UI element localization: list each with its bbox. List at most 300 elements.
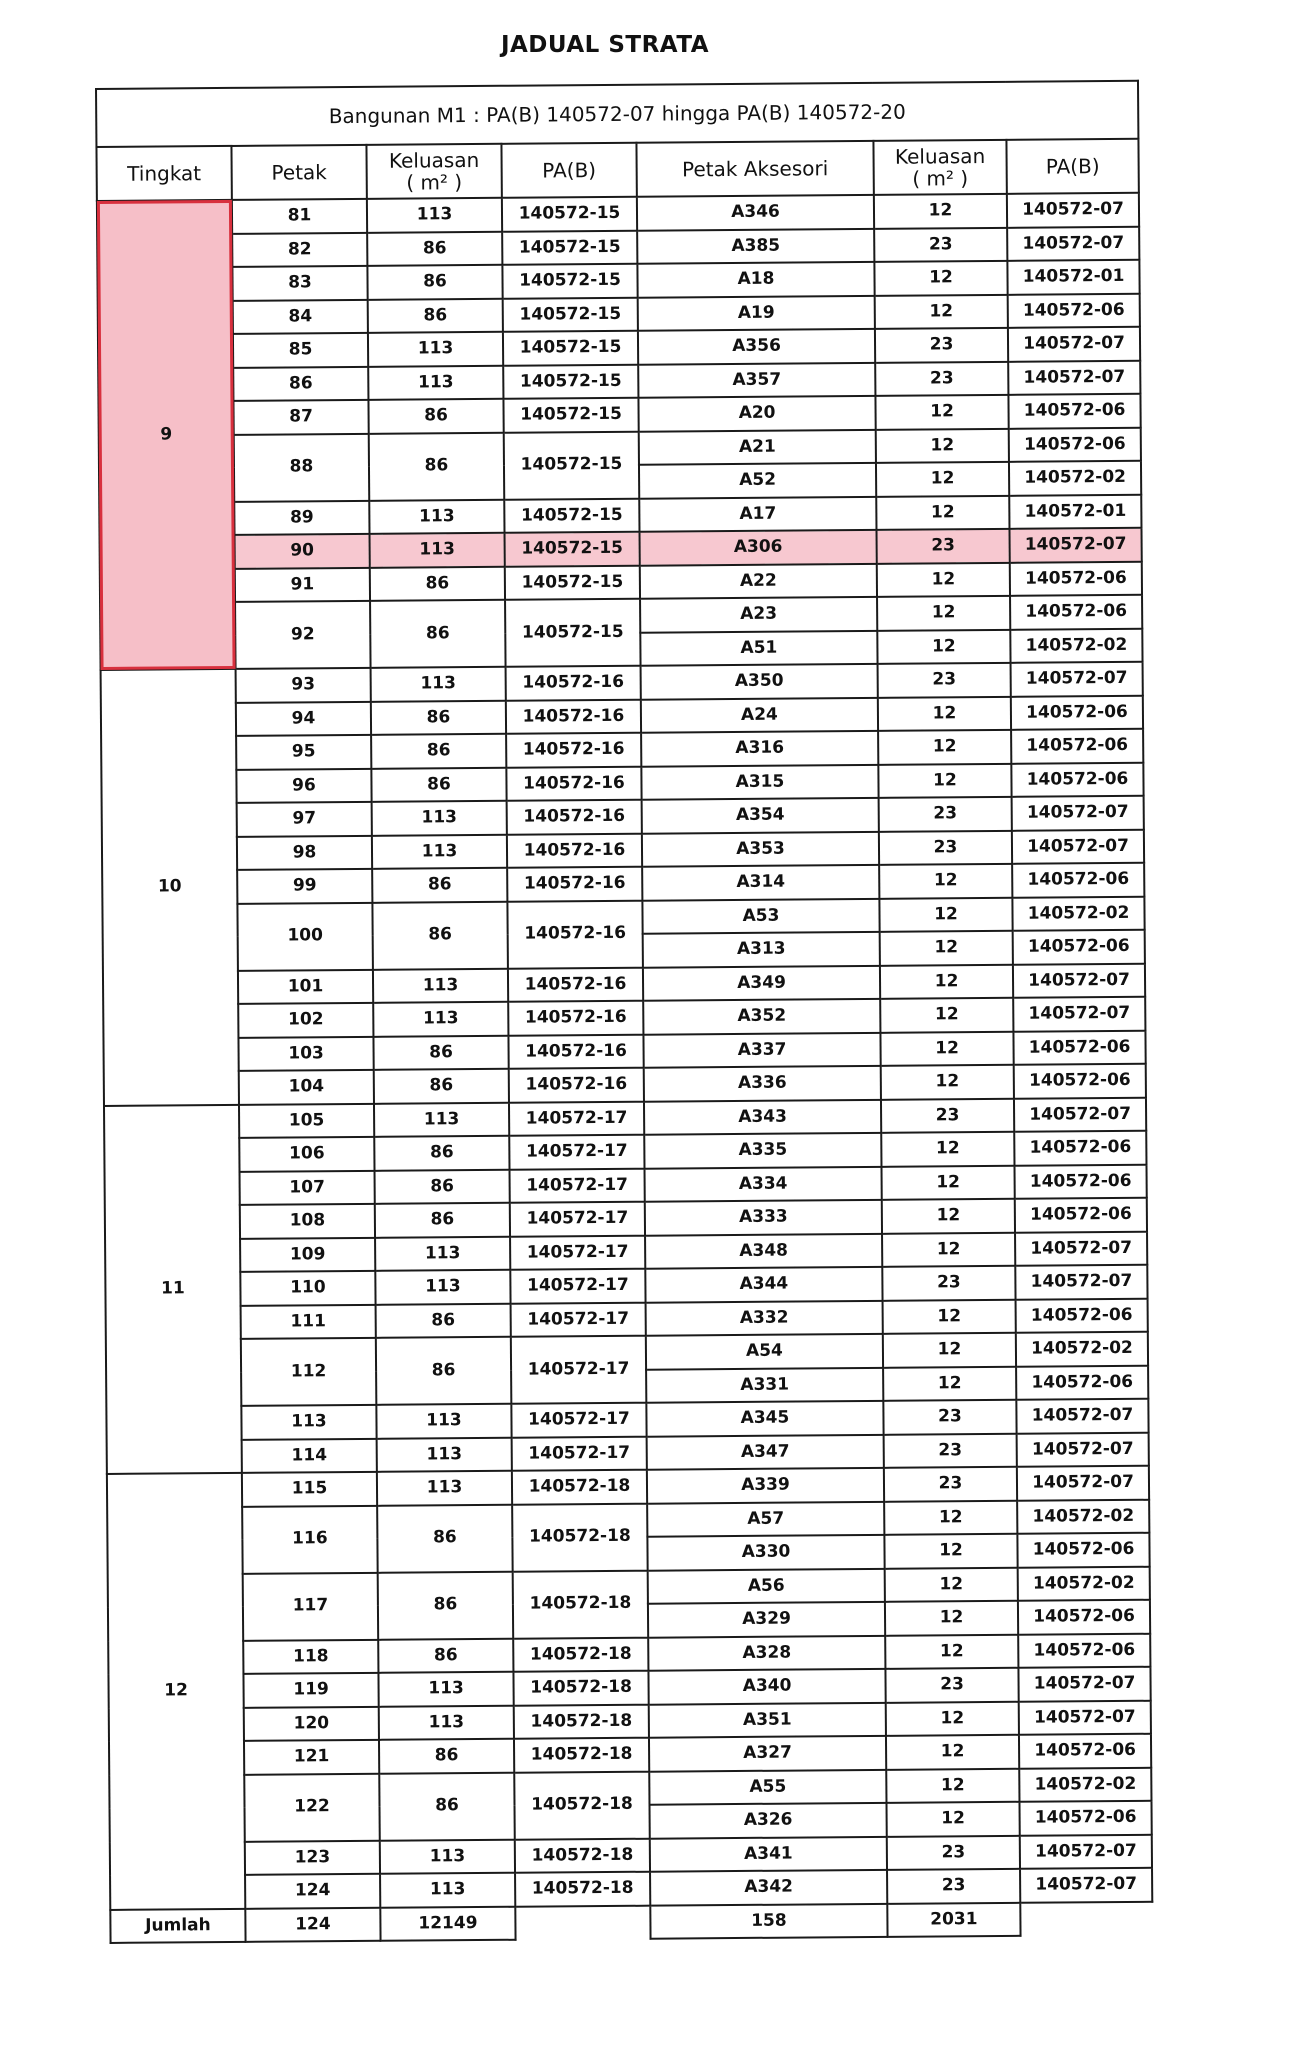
pab-cell: 140572-16 [508, 967, 643, 1002]
aksesori-pab-cell: 140572-06 [1010, 561, 1142, 596]
aksesori-pab-cell: 140572-07 [1018, 1667, 1150, 1702]
petak-cell: 121 [244, 1740, 379, 1775]
aksesori-pab-cell: 140572-07 [1014, 1097, 1146, 1132]
keluasan-cell: 113 [378, 1672, 513, 1707]
aksesori-cell: A385 [637, 228, 874, 263]
keluasan-cell: 86 [369, 432, 505, 500]
aksesori-luas-cell: 12 [874, 194, 1007, 229]
pab-cell: 140572-16 [507, 800, 642, 835]
totals-label: Jumlah [110, 1908, 245, 1943]
aksesori-pab-cell: 140572-06 [1012, 863, 1144, 898]
aksesori-luas-cell: 12 [877, 596, 1010, 631]
aksesori-luas-cell: 12 [885, 1634, 1018, 1669]
aksesori-pab-cell: 140572-06 [1008, 293, 1140, 328]
aksesori-luas-cell: 23 [885, 1668, 1018, 1703]
aksesori-luas-cell: 12 [878, 730, 1011, 765]
keluasan-cell: 86 [371, 767, 506, 802]
aksesori-pab-cell: 140572-02 [1017, 1499, 1149, 1534]
aksesori-luas-cell: 23 [879, 797, 1012, 832]
aksesori-cell: A331 [646, 1367, 883, 1402]
pab-cell: 140572-17 [509, 1135, 644, 1170]
strata-body [97, 193, 1152, 1910]
keluasan-cell: 113 [375, 1270, 510, 1305]
aksesori-luas-cell: 12 [882, 1199, 1015, 1234]
petak-cell: 101 [238, 969, 373, 1004]
aksesori-cell: A352 [643, 999, 880, 1034]
petak-cell: 92 [235, 601, 371, 669]
keluasan-cell: 113 [372, 834, 507, 869]
aksesori-cell: A17 [639, 496, 876, 531]
pab-cell: 140572-18 [514, 1738, 649, 1773]
aksesori-luas-cell: 12 [876, 495, 1009, 530]
aksesori-cell: A356 [638, 329, 875, 364]
keluasan-cell: 86 [367, 231, 502, 266]
petak-cell: 110 [240, 1271, 375, 1306]
aksesori-luas-cell: 12 [883, 1366, 1016, 1401]
aksesori-cell: A351 [649, 1702, 886, 1737]
petak-cell: 89 [234, 500, 369, 535]
aksesori-cell: A345 [646, 1401, 883, 1436]
aksesori-luas-cell: 12 [884, 1500, 1017, 1535]
petak-cell: 119 [243, 1673, 378, 1708]
petak-cell: 96 [236, 768, 371, 803]
aksesori-luas-cell: 23 [875, 361, 1008, 396]
totals-luas: 12149 [380, 1906, 515, 1941]
pab-cell: 140572-16 [506, 733, 641, 768]
aksesori-cell: A332 [646, 1300, 883, 1335]
aksesori-luas-cell: 23 [884, 1467, 1017, 1502]
petak-cell: 111 [241, 1304, 376, 1339]
aksesori-luas-cell: 23 [874, 227, 1007, 262]
aksesori-pab-cell: 140572-07 [1019, 1700, 1151, 1735]
aksesori-luas-cell: 12 [874, 261, 1007, 296]
aksesori-pab-cell: 140572-06 [1011, 695, 1143, 730]
totals-petak: 124 [245, 1907, 380, 1942]
petak-cell: 99 [237, 869, 372, 904]
aksesori-cell: A334 [645, 1166, 882, 1201]
aksesori-pab-cell: 140572-07 [1012, 829, 1144, 864]
pab-cell: 140572-16 [507, 833, 642, 868]
aksesori-pab-cell: 140572-06 [1009, 427, 1141, 462]
aksesori-luas-cell: 23 [884, 1433, 1017, 1468]
petak-cell: 87 [233, 400, 368, 435]
petak-cell: 120 [244, 1706, 379, 1741]
aksesori-cell: A354 [642, 798, 879, 833]
keluasan-cell: 113 [373, 1002, 508, 1037]
aksesori-luas-cell: 12 [883, 1333, 1016, 1368]
aksesori-cell: A333 [645, 1200, 882, 1235]
aksesori-pab-cell: 140572-07 [1009, 528, 1141, 563]
aksesori-cell: A306 [640, 530, 877, 565]
aksesori-luas-cell: 12 [881, 1065, 1014, 1100]
aksesori-luas-cell: 12 [876, 428, 1009, 463]
aksesori-pab-cell: 140572-07 [1008, 360, 1140, 395]
aksesori-luas-cell: 12 [880, 931, 1013, 966]
pab-cell: 140572-15 [503, 331, 638, 366]
aksesori-cell: A339 [647, 1468, 884, 1503]
keluasan-cell: 86 [372, 868, 507, 903]
header-keluasan2-unit: ( m² ) [912, 166, 969, 191]
aksesori-cell: A19 [638, 295, 875, 330]
aksesori-luas-cell: 23 [881, 1098, 1014, 1133]
pab-cell: 140572-18 [512, 1503, 648, 1571]
header-keluasan [366, 144, 501, 199]
pab-cell: 140572-16 [506, 666, 641, 701]
aksesori-cell: A348 [645, 1233, 882, 1268]
aksesori-pab-cell: 140572-02 [1019, 1767, 1151, 1802]
petak-cell: 122 [244, 1773, 380, 1841]
pab-cell: 140572-17 [511, 1403, 646, 1438]
petak-cell: 98 [237, 835, 372, 870]
keluasan-cell: 113 [371, 667, 506, 702]
keluasan-cell: 86 [379, 1772, 515, 1840]
aksesori-cell: A57 [647, 1501, 884, 1536]
totals-blank-2 [1020, 1901, 1152, 1936]
petak-cell: 103 [238, 1036, 373, 1071]
pab-cell: 140572-17 [510, 1202, 645, 1237]
petak-cell: 95 [236, 735, 371, 770]
petak-cell: 82 [232, 232, 367, 267]
petak-cell: 123 [245, 1840, 380, 1875]
aksesori-luas-cell: 12 [880, 1031, 1013, 1066]
aksesori-pab-cell: 140572-02 [1012, 896, 1144, 931]
petak-cell: 86 [233, 366, 368, 401]
aksesori-cell: A344 [645, 1267, 882, 1302]
pab-cell: 140572-15 [504, 498, 639, 533]
petak-cell: 115 [242, 1472, 377, 1507]
keluasan-cell: 113 [372, 801, 507, 836]
aksesori-pab-cell: 140572-06 [1018, 1600, 1150, 1635]
document-title: JADUAL STRATA [500, 32, 710, 58]
pab-cell: 140572-17 [511, 1302, 646, 1337]
aksesori-pab-cell: 140572-06 [1014, 1064, 1146, 1099]
keluasan-cell: 86 [376, 1303, 511, 1338]
petak-cell: 97 [237, 802, 372, 837]
aksesori-pab-cell: 140572-07 [1012, 796, 1144, 831]
aksesori-pab-cell: 140572-07 [1016, 1399, 1148, 1434]
header-pab-aksesori: PA(B) [1006, 139, 1139, 194]
aksesori-pab-cell: 140572-06 [1010, 595, 1142, 630]
aksesori-cell: A20 [638, 396, 875, 431]
keluasan-cell: 113 [373, 968, 508, 1003]
keluasan-cell: 86 [376, 1337, 512, 1405]
aksesori-luas-cell: 12 [886, 1768, 1019, 1803]
header-aksesori: Petak Aksesori [636, 141, 873, 197]
aksesori-luas-cell: 12 [878, 696, 1011, 731]
pab-cell: 140572-15 [503, 398, 638, 433]
aksesori-cell: A328 [648, 1635, 885, 1670]
aksesori-pab-cell: 140572-06 [1016, 1365, 1148, 1400]
aksesori-pab-cell: 140572-07 [1015, 1231, 1147, 1266]
aksesori-cell: A350 [641, 664, 878, 699]
pab-cell: 140572-15 [505, 532, 640, 567]
header-keluasan-unit: ( m² ) [406, 170, 463, 195]
aksesori-pab-cell: 140572-06 [1019, 1734, 1151, 1769]
aksesori-cell: A349 [643, 965, 880, 1000]
aksesori-cell: A340 [648, 1669, 885, 1704]
aksesori-luas-cell: 12 [884, 1534, 1017, 1569]
aksesori-pab-cell: 140572-06 [1019, 1801, 1151, 1836]
aksesori-pab-cell: 140572-06 [1018, 1633, 1150, 1668]
petak-cell: 124 [245, 1874, 380, 1909]
pab-cell: 140572-15 [502, 197, 637, 232]
pab-cell: 140572-15 [503, 297, 638, 332]
aksesori-luas-cell: 23 [882, 1266, 1015, 1301]
petak-cell: 109 [240, 1237, 375, 1272]
aksesori-luas-cell: 23 [887, 1835, 1020, 1870]
aksesori-pab-cell: 140572-07 [1020, 1868, 1152, 1903]
header-keluasan-aksesori [873, 140, 1006, 195]
aksesori-luas-cell: 12 [886, 1701, 1019, 1736]
keluasan-cell: 113 [370, 533, 505, 568]
petak-cell: 113 [241, 1405, 376, 1440]
aksesori-cell: A22 [640, 563, 877, 598]
aksesori-luas-cell: 12 [885, 1567, 1018, 1602]
keluasan-cell: 113 [375, 1236, 510, 1271]
aksesori-pab-cell: 140572-07 [1015, 1265, 1147, 1300]
aksesori-luas-cell: 12 [882, 1232, 1015, 1267]
pab-cell: 140572-18 [512, 1470, 647, 1505]
aksesori-cell: A313 [643, 932, 880, 967]
aksesori-luas-cell: 12 [875, 395, 1008, 430]
pab-cell: 140572-17 [510, 1269, 645, 1304]
aksesori-luas-cell: 12 [879, 864, 1012, 899]
pab-cell: 140572-16 [508, 1034, 643, 1069]
aksesori-luas-cell: 12 [881, 1165, 1014, 1200]
aksesori-cell: A342 [650, 1870, 887, 1905]
keluasan-cell: 113 [380, 1839, 515, 1874]
aksesori-pab-cell: 140572-07 [1013, 963, 1145, 998]
header-keluasan-label: Keluasan [388, 147, 480, 173]
aksesori-luas-cell: 12 [876, 462, 1009, 497]
aksesori-luas-cell: 23 [878, 663, 1011, 698]
pab-cell: 140572-17 [511, 1336, 647, 1404]
aksesori-luas-cell: 12 [880, 964, 1013, 999]
petak-cell: 114 [242, 1438, 377, 1473]
table-caption: Bangunan M1 : PA(B) 140572-07 hingga PA(B) 140572-20 [96, 81, 1139, 147]
aksesori-luas-cell: 12 [881, 1132, 1014, 1167]
petak-cell: 102 [238, 1003, 373, 1038]
aksesori-pab-cell: 140572-07 [1020, 1834, 1152, 1869]
pab-cell: 140572-17 [512, 1436, 647, 1471]
pab-cell: 140572-15 [505, 599, 641, 667]
aksesori-pab-cell: 140572-06 [1014, 1164, 1146, 1199]
aksesori-pab-cell: 140572-07 [1017, 1432, 1149, 1467]
pab-cell: 140572-18 [515, 1872, 650, 1907]
keluasan-cell: 86 [370, 600, 506, 668]
aksesori-cell: A53 [642, 898, 879, 933]
totals-row [110, 1901, 1152, 1943]
aksesori-pab-cell: 140572-06 [1011, 762, 1143, 797]
keluasan-cell: 113 [374, 1102, 509, 1137]
aksesori-cell: A336 [644, 1066, 881, 1101]
aksesori-cell: A21 [639, 429, 876, 464]
totals-acc-count: 158 [650, 1903, 887, 1938]
keluasan-cell: 86 [375, 1169, 510, 1204]
keluasan-cell: 86 [379, 1739, 514, 1774]
keluasan-cell: 113 [379, 1705, 514, 1740]
keluasan-cell: 86 [375, 1203, 510, 1238]
petak-cell: 118 [243, 1639, 378, 1674]
pab-cell: 140572-18 [513, 1570, 649, 1638]
aksesori-pab-cell: 140572-01 [1009, 494, 1141, 529]
aksesori-luas-cell: 23 [876, 529, 1009, 564]
level-cell: 9 [97, 200, 236, 670]
aksesori-pab-cell: 140572-06 [1017, 1533, 1149, 1568]
aksesori-cell: A347 [647, 1434, 884, 1469]
petak-cell: 107 [240, 1170, 375, 1205]
keluasan-cell: 86 [371, 700, 506, 735]
petak-cell: 106 [239, 1137, 374, 1172]
aksesori-pab-cell: 140572-06 [1013, 1030, 1145, 1065]
pab-cell: 140572-18 [514, 1771, 650, 1839]
aksesori-cell: A54 [646, 1334, 883, 1369]
petak-cell: 84 [233, 299, 368, 334]
strata-table [95, 80, 1154, 1944]
aksesori-pab-cell: 140572-07 [1013, 997, 1145, 1032]
aksesori-cell: A18 [637, 262, 874, 297]
aksesori-luas-cell: 12 [878, 763, 1011, 798]
keluasan-cell: 86 [368, 399, 503, 434]
aksesori-pab-cell: 140572-06 [1008, 394, 1140, 429]
petak-cell: 112 [241, 1338, 377, 1406]
aksesori-cell: A56 [648, 1568, 885, 1603]
keluasan-cell: 113 [376, 1404, 511, 1439]
petak-cell: 88 [234, 433, 370, 501]
keluasan-cell: 86 [368, 298, 503, 333]
aksesori-pab-cell: 140572-06 [1013, 930, 1145, 965]
aksesori-luas-cell: 12 [886, 1802, 1019, 1837]
aksesori-pab-cell: 140572-07 [1007, 226, 1139, 261]
keluasan-cell: 86 [374, 1136, 509, 1171]
aksesori-cell: A330 [647, 1535, 884, 1570]
petak-cell: 116 [242, 1505, 378, 1573]
aksesori-cell: A327 [649, 1736, 886, 1771]
pab-cell: 140572-17 [509, 1101, 644, 1136]
keluasan-cell: 86 [378, 1571, 514, 1639]
petak-cell: 91 [235, 567, 370, 602]
pab-cell: 140572-18 [515, 1838, 650, 1873]
keluasan-cell: 113 [369, 499, 504, 534]
keluasan-cell: 86 [367, 265, 502, 300]
aksesori-pab-cell: 140572-07 [1011, 662, 1143, 697]
aksesori-cell: A341 [650, 1836, 887, 1871]
petak-cell: 104 [239, 1070, 374, 1105]
petak-cell: 83 [232, 266, 367, 301]
header-pab: PA(B) [501, 143, 636, 198]
keluasan-cell: 113 [368, 365, 503, 400]
aksesori-cell: A346 [637, 195, 874, 230]
aksesori-cell: A51 [640, 630, 877, 665]
aksesori-luas-cell: 23 [887, 1869, 1020, 1904]
pab-cell: 140572-15 [503, 364, 638, 399]
petak-cell: 100 [237, 902, 373, 970]
pab-cell: 140572-15 [504, 431, 640, 499]
aksesori-cell: A316 [641, 731, 878, 766]
keluasan-cell: 113 [377, 1437, 512, 1472]
pab-cell: 140572-17 [510, 1235, 645, 1270]
aksesori-luas-cell: 23 [883, 1400, 1016, 1435]
aksesori-luas-cell: 12 [880, 998, 1013, 1033]
pab-cell: 140572-16 [507, 900, 643, 968]
aksesori-pab-cell: 140572-02 [1018, 1566, 1150, 1601]
header-tingkat: Tingkat [96, 146, 231, 201]
aksesori-pab-cell: 140572-06 [1016, 1298, 1148, 1333]
petak-cell: 108 [240, 1204, 375, 1239]
aksesori-luas-cell: 12 [885, 1601, 1018, 1636]
aksesori-pab-cell: 140572-01 [1007, 260, 1139, 295]
petak-cell: 85 [233, 333, 368, 368]
aksesori-pab-cell: 140572-06 [1015, 1198, 1147, 1233]
aksesori-cell: A326 [649, 1803, 886, 1838]
petak-cell: 81 [232, 199, 367, 234]
level-cell: 12 [107, 1473, 245, 1910]
aksesori-cell: A52 [639, 463, 876, 498]
keluasan-cell: 113 [368, 332, 503, 367]
aksesori-pab-cell: 140572-06 [1014, 1131, 1146, 1166]
aksesori-luas-cell: 23 [875, 328, 1008, 363]
aksesori-cell: A337 [643, 1032, 880, 1067]
aksesori-pab-cell: 140572-02 [1016, 1332, 1148, 1367]
totals-acc-luas: 2031 [887, 1902, 1020, 1937]
petak-cell: 105 [239, 1103, 374, 1138]
keluasan-cell: 86 [372, 901, 508, 969]
pab-cell: 140572-16 [507, 867, 642, 902]
aksesori-cell: A329 [648, 1602, 885, 1637]
aksesori-cell: A23 [640, 597, 877, 632]
totals-blank [515, 1905, 650, 1940]
aksesori-pab-cell: 140572-07 [1017, 1466, 1149, 1501]
level-cell: 10 [101, 669, 239, 1106]
pab-cell: 140572-17 [510, 1168, 645, 1203]
keluasan-cell: 113 [377, 1471, 512, 1506]
level-cell: 11 [104, 1104, 242, 1474]
aksesori-luas-cell: 12 [879, 897, 1012, 932]
pab-cell: 140572-15 [505, 565, 640, 600]
aksesori-pab-cell: 140572-06 [1011, 729, 1143, 764]
aksesori-cell: A24 [641, 697, 878, 732]
aksesori-luas-cell: 12 [877, 562, 1010, 597]
keluasan-cell: 113 [380, 1873, 515, 1908]
pab-cell: 140572-16 [506, 699, 641, 734]
aksesori-pab-cell: 140572-02 [1009, 461, 1141, 496]
aksesori-luas-cell: 12 [877, 629, 1010, 664]
aksesori-luas-cell: 12 [883, 1299, 1016, 1334]
aksesori-luas-cell: 23 [879, 830, 1012, 865]
petak-cell: 117 [243, 1572, 379, 1640]
pab-cell: 140572-18 [513, 1671, 648, 1706]
aksesori-cell: A343 [644, 1099, 881, 1134]
aksesori-cell: A357 [638, 362, 875, 397]
pab-cell: 140572-18 [513, 1637, 648, 1672]
aksesori-cell: A335 [644, 1133, 881, 1168]
keluasan-cell: 86 [374, 1069, 509, 1104]
petak-cell: 93 [236, 668, 371, 703]
pab-cell: 140572-16 [508, 1001, 643, 1036]
pab-cell: 140572-15 [502, 230, 637, 265]
header-petak: Petak [231, 145, 366, 200]
aksesori-pab-cell: 140572-02 [1010, 628, 1142, 663]
aksesori-cell: A315 [641, 764, 878, 799]
keluasan-cell: 86 [377, 1504, 513, 1572]
keluasan-cell: 113 [367, 198, 502, 233]
aksesori-cell: A55 [649, 1769, 886, 1804]
aksesori-pab-cell: 140572-07 [1007, 193, 1139, 228]
petak-cell: 90 [235, 534, 370, 569]
aksesori-luas-cell: 12 [875, 294, 1008, 329]
pab-cell: 140572-15 [502, 264, 637, 299]
aksesori-cell: A314 [642, 865, 879, 900]
